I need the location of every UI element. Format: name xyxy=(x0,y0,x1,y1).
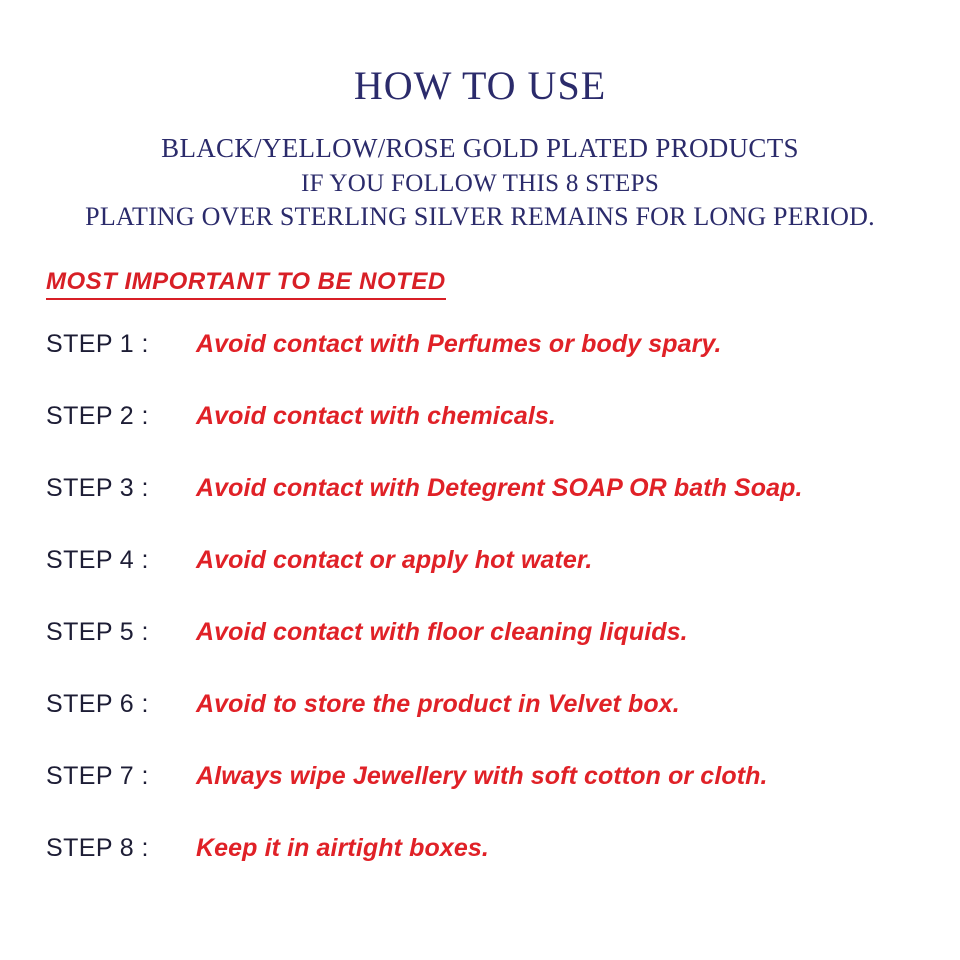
step-text: Keep it in airtight boxes. xyxy=(196,833,489,862)
step-text: Avoid contact with chemicals. xyxy=(196,401,556,430)
subtitle-line-3: PLATING OVER STERLING SILVER REMAINS FOR LONG PERIOD. xyxy=(85,201,875,231)
step-label: STEP 5 : xyxy=(46,617,149,646)
notice-heading-wrapper xyxy=(0,234,960,300)
step-label: STEP 6 : xyxy=(46,689,149,718)
subtitle-line-1: BLACK/YELLOW/ROSE GOLD PLATED PRODUCTS xyxy=(161,133,799,163)
step-label: STEP 1 : xyxy=(46,329,149,358)
list-item xyxy=(46,690,960,762)
list-item xyxy=(46,474,960,546)
step-text: Always wipe Jewellery with soft cotton or cloth. xyxy=(196,761,768,790)
step-text: Avoid contact or apply hot water. xyxy=(196,545,593,574)
notice-heading: MOST IMPORTANT TO BE NOTED xyxy=(46,268,446,300)
step-text: Avoid contact with Perfumes or body spary. xyxy=(196,329,722,358)
step-label: STEP 7 : xyxy=(46,761,149,790)
list-item xyxy=(46,834,960,906)
steps-list xyxy=(0,330,960,906)
list-item xyxy=(46,330,960,402)
list-item xyxy=(46,402,960,474)
step-label: STEP 8 : xyxy=(46,833,149,862)
step-text: Avoid contact with Detegrent SOAP OR bath Soap. xyxy=(196,473,803,502)
step-label: STEP 2 : xyxy=(46,401,149,430)
step-label: STEP 4 : xyxy=(46,545,149,574)
step-text: Avoid contact with floor cleaning liquids. xyxy=(196,617,688,646)
list-item xyxy=(46,546,960,618)
subtitle-line-2: IF YOU FOLLOW THIS 8 STEPS xyxy=(300,169,660,197)
list-item xyxy=(46,618,960,690)
step-label: STEP 3 : xyxy=(46,473,149,502)
list-item xyxy=(46,762,960,834)
step-text: Avoid to store the product in Velvet box. xyxy=(196,689,680,718)
subtitle-block xyxy=(0,131,960,234)
page-title: HOW TO USE xyxy=(353,63,607,108)
